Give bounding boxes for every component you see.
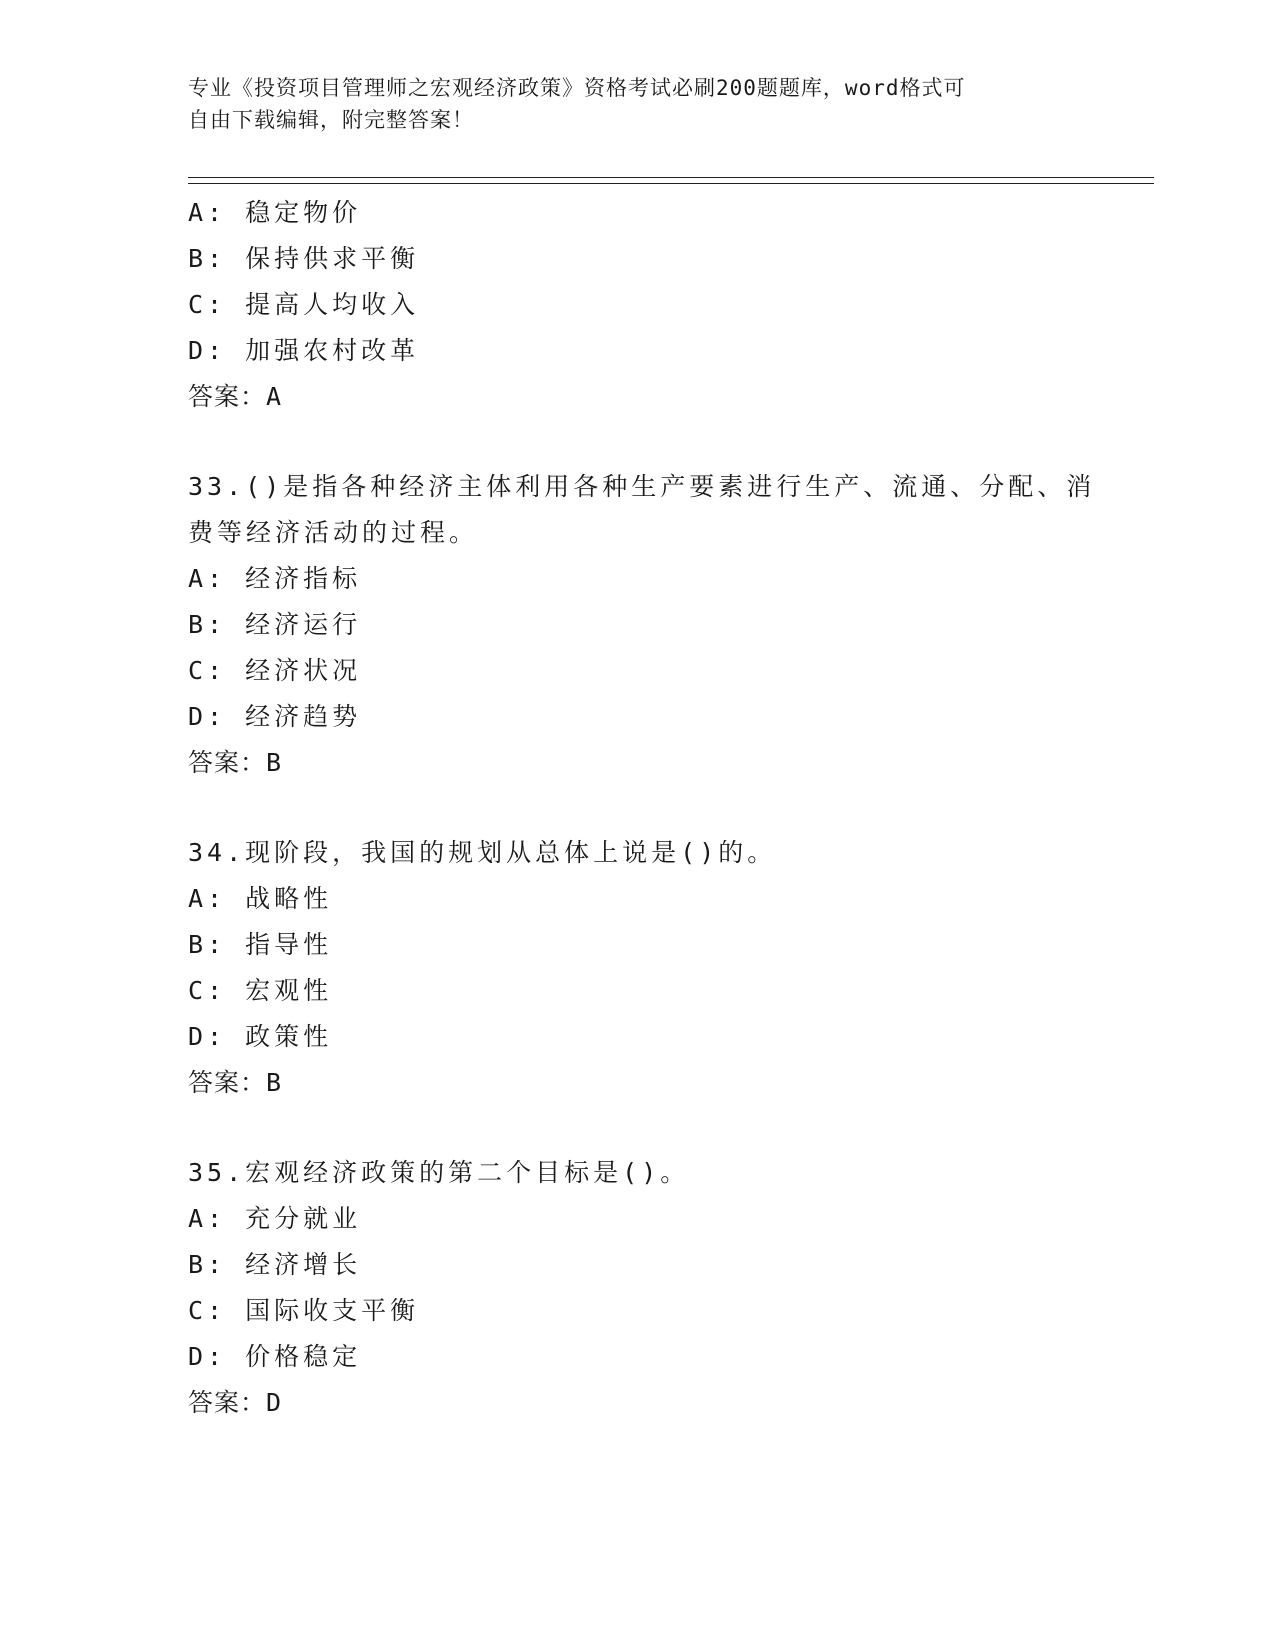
option-b: B: 经济运行 [188,610,362,639]
question-block-32-tail [188,190,1088,420]
option-c: C: 宏观性 [188,976,333,1005]
question-block-35 [188,1150,1088,1426]
header-title-line-2: 自由下载编辑，附完整答案！ [188,108,474,132]
header-divider-top [188,177,1154,178]
question-stem-continued: 费等经济活动的过程。 [188,518,479,547]
option-c: C: 国际收支平衡 [188,1296,420,1325]
option-d: D: 政策性 [188,1022,333,1051]
answer-line: 答案：B [188,1068,283,1097]
question-block-34 [188,830,1088,1106]
option-c: C: 经济状况 [188,656,362,685]
option-c: C: 提高人均收入 [188,290,420,319]
answer-line: 答案：B [188,748,283,777]
option-a: A: 充分就业 [188,1204,362,1233]
answer-line: 答案：A [188,382,283,411]
answer-line: 答案：D [188,1388,283,1417]
question-stem: 35.宏观经济政策的第二个目标是()。 [188,1158,690,1187]
option-a: A: 战略性 [188,884,333,913]
option-d: D: 价格稳定 [188,1342,362,1371]
question-stem: 34.现阶段，我国的规划从总体上说是()的。 [188,838,777,867]
header-divider-bottom [188,183,1154,184]
question-list [188,190,1096,1426]
option-a: A: 经济指标 [188,564,362,593]
header-title-line-1: 专业《投资项目管理师之宏观经济政策》资格考试必刷200题题库，word格式可 [188,76,966,100]
option-b: B: 经济增长 [188,1250,362,1279]
option-a: A: 稳定物价 [188,198,362,227]
option-b: B: 指导性 [188,930,333,959]
option-b: B: 保持供求平衡 [188,244,420,273]
question-stem: 33.()是指各种经济主体利用各种生产要素进行生产、流通、分配、消 [188,472,1096,501]
document-header [188,72,1068,136]
option-d: D: 经济趋势 [188,702,362,731]
option-d: D: 加强农村改革 [188,336,420,365]
question-block-33 [188,464,1096,786]
